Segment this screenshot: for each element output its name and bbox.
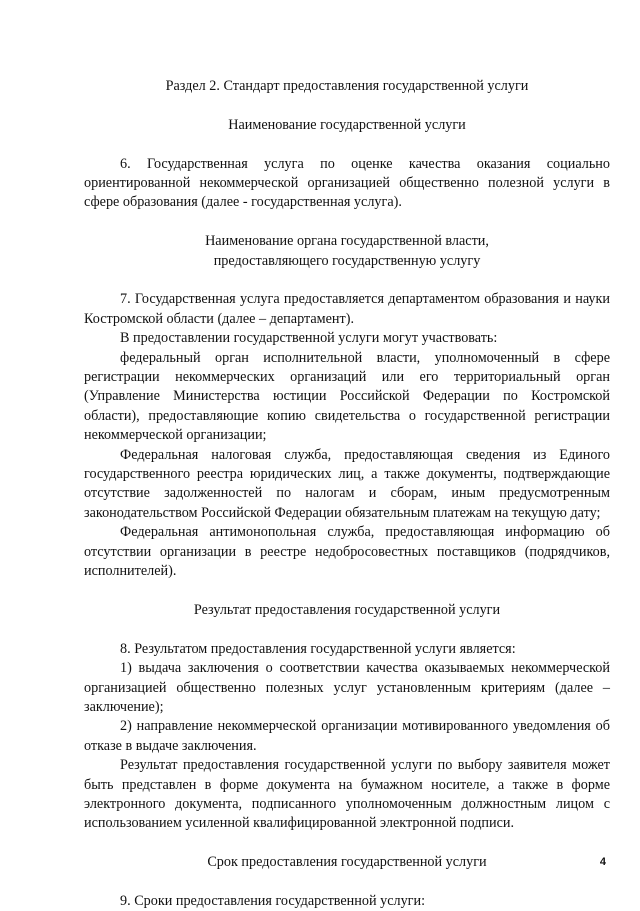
paragraph-8-item-2: 2) направление некоммерческой организации мотивированного уведомления об отказе в выдаче заключения. (84, 718, 610, 754)
paragraph-7-intro: В предоставлении государственной услуги могут участвовать: (120, 330, 498, 347)
heading-authority-line-1: Наименование органа государственной власти, (205, 233, 489, 250)
spacer (84, 135, 610, 154)
spacer (84, 96, 610, 115)
paragraph-7-item-2: Федеральная налоговая служба, предоставляющая сведения из Единого государственного реестра юридических лиц, а также документы, подтверждающие отсутствие задолженностей по налогам и сборам, иным предусмотренным законодательством Российской Федерации обязательным платежам на текущую дату; (84, 446, 610, 521)
heading-authority-line-2: предоставляющего государственную услугу (213, 252, 481, 269)
spacer (84, 834, 610, 853)
spacer (84, 582, 610, 601)
paragraph-7: 7. Государственная услуга предоставляется департаментом образования и науки Костромской области (далее – департамент). (84, 291, 610, 327)
spacer (84, 271, 610, 290)
spacer (84, 620, 610, 639)
paragraph-6: 6. Государственная услуга по оценке качества оказания социально ориентированной некоммерческой организацией общественно полезной услуги в сфере образования (далее - государственная услуга). (84, 155, 610, 211)
paragraph-8-result-form: Результат предоставления государственной услуги по выбору заявителя может быть представлен в форме документа на бумажном носителе, а также в форме электронного документа, подписанного уполномоченным должностным лицом с использованием усиленной квалифицированной электронной подписи. (84, 757, 610, 832)
page-number: 4 (599, 856, 606, 868)
heading-result: Результат предоставления государственной услуги (193, 601, 501, 618)
paragraph-8-item-1: 1) выдача заключения о соответствии качества оказываемых некоммерческой организацией общественно полезных услуг установленным критериям (далее – заключение); (84, 660, 610, 715)
heading-term: Срок предоставления государственной услуги (207, 854, 487, 871)
paragraph-8: 8. Результатом предоставления государственной услуги является: (120, 640, 516, 657)
paragraph-9: 9. Сроки предоставления государственной услуги: (120, 892, 426, 909)
paragraph-7-item-1: федеральный орган исполнительной власти, уполномоченный в сфере регистрации некоммерческих организаций или его территориальный орган (Управление Министерства юстиции Российской Федерации по Костромской области), предоставляющие копию свидетельства о государственной регистрации некоммерческой организации; (84, 349, 610, 444)
heading-service-name: Наименование государственной услуги (228, 116, 466, 133)
document-body (84, 77, 610, 911)
paragraph-7-item-3: Федеральная антимонопольная служба, предоставляющая информацию об отсутствии организации в реестре недобросовестных поставщиков (подрядчиков, исполнителей). (84, 524, 610, 580)
spacer (84, 873, 610, 892)
spacer (84, 213, 610, 232)
section-title: Раздел 2. Стандарт предоставления государственной услуги (165, 78, 529, 94)
